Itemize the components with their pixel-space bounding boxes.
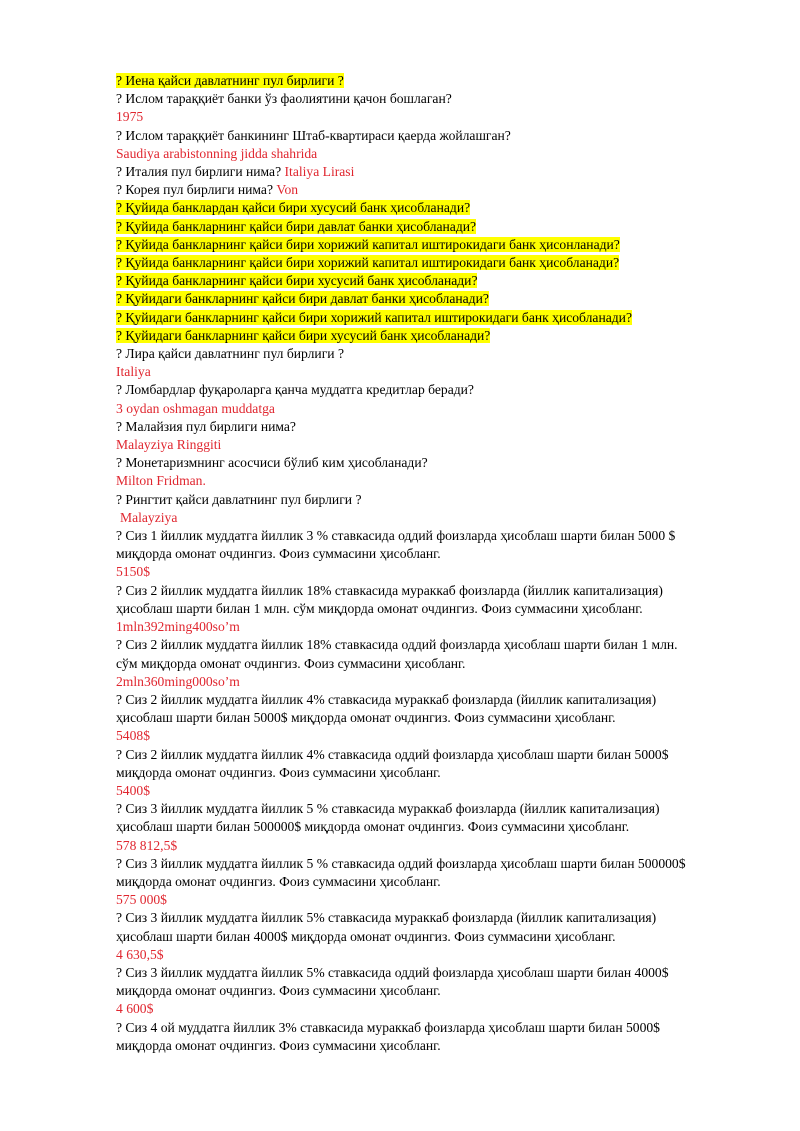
question-highlighted: ? Қуйидаги банкларнинг қайси бири давлат банки ҳисобланади? (116, 291, 489, 307)
question-line-cont: миқдорда омонат очдингиз. Фоиз суммасини ҳисобланг. (116, 983, 441, 999)
question-text: ? Италия пул бирлиги нима? (116, 164, 282, 180)
question-highlighted: ? Қуйида банкларнинг қайси бири хорижий капитал иштирокидаги банк ҳисобланади? (116, 255, 620, 271)
answer-line: 5150$ (116, 564, 150, 580)
question-line (116, 327, 756, 345)
question-line: ? Монетаризмнинг асосчиси бўлиб ким ҳисобланади? (116, 455, 428, 471)
question-line-cont: ҳисоблаш шарти билан 1 млн. сўм миқдорда омонат очдингиз. Фоиз суммасини ҳисобланг. (116, 600, 643, 616)
answer-line: 5400$ (116, 782, 150, 798)
question-highlighted: ? Қуйидаги банкларнинг қайси бири хорижий капитал иштирокидаги банк ҳисобланади? (116, 309, 632, 325)
question-line (116, 218, 756, 236)
answer-line: 578 812,5$ (116, 837, 178, 853)
question-line: ? Сиз 2 йиллик муддатга йиллик 4% ставкасида оддий фоизларда ҳисоблаш шарти билан 5000$ (116, 746, 669, 762)
question-line-cont: миқдорда омонат очдингиз. Фоиз суммасини ҳисобланг. (116, 1037, 441, 1053)
question-line: ? Ломбардлар фуқароларга қанча муддатга кредитлар беради? (116, 382, 474, 398)
question-line-cont: ҳисоблаш шарти билан 500000$ миқдорда омонат очдингиз. Фоиз суммасини ҳисобланг. (116, 819, 630, 835)
question-line: ? Ислом тараққиёт банки ўз фаолиятини қачон бошлаган? (116, 91, 452, 107)
question-line: ? Малайзия пул бирлиги нима? (116, 418, 296, 434)
question-line: ? Сиз 2 йиллик муддатга йиллик 18% ставкасида мураккаб фоизларда (йиллик капитализация) (116, 582, 663, 598)
question-line: ? Сиз 4 ой муддатга йиллик 3% ставкасида мураккаб фоизларда ҳисоблаш шарти билан 5000$ (116, 1019, 660, 1035)
question-line-cont: миқдорда омонат очдингиз. Фоиз суммасини ҳисобланг. (116, 873, 441, 889)
question-line (116, 181, 756, 199)
question-line: ? Сиз 3 йиллик муддатга йиллик 5% ставкасида оддий фоизларда ҳисоблаш шарти билан 4000$ (116, 964, 669, 980)
question-highlighted: ? Қуйида банкларнинг қайси бири давлат банки ҳисобланади? (116, 218, 477, 234)
answer-line: 575 000$ (116, 892, 167, 908)
question-line (116, 72, 756, 90)
question-highlighted: ? Қуйида банкларнинг қайси бири хусусий банк ҳисобланади? (116, 273, 478, 289)
question-line: ? Сиз 3 йиллик муддатга йиллик 5 % ставкасида оддий фоизларда ҳисоблаш шарти билан 500000$ (116, 855, 686, 871)
question-line (116, 272, 756, 290)
question-line-cont: сўм миқдорда омонат очдингиз. Фоиз суммасини ҳисобланг. (116, 655, 466, 671)
question-line-cont: ҳисоблаш шарти билан 5000$ миқдорда омонат очдингиз. Фоиз суммасини ҳисобланг. (116, 710, 616, 726)
answer-line: 4 630,5$ (116, 946, 164, 962)
question-line (116, 199, 756, 217)
question-line (116, 236, 756, 254)
question-line: ? Сиз 2 йиллик муддатга йиллик 18% ставкасида оддий фоизларда ҳисоблаш шарти билан 1 млн. (116, 637, 678, 653)
question-text: ? Корея пул бирлиги нима? (116, 182, 273, 198)
answer-line: Milton Fridman. (116, 473, 206, 489)
question-line (116, 309, 756, 327)
question-line-cont: ҳисоблаш шарти билан 4000$ миқдорда омонат очдингиз. Фоиз суммасини ҳисобланг. (116, 928, 616, 944)
answer-line: 1mln392ming400so’m (116, 619, 240, 635)
question-line: ? Рингтит қайси давлатнинг пул бирлиги ? (116, 491, 362, 507)
answer-line: 3 oydan oshmagan muddatga (116, 400, 275, 416)
question-line: ? Сиз 3 йиллик муддатга йиллик 5 % ставкасида мураккаб фоизларда (йиллик капитализация) (116, 801, 660, 817)
question-line: ? Сиз 2 йиллик муддатга йиллик 4% ставкасида мураккаб фоизларда (йиллик капитализация) (116, 691, 657, 707)
question-highlighted: ? Қуйида банклардан қайси бири хусусий банк ҳисобланади? (116, 200, 471, 216)
answer-line: Malayziya Ringgiti (116, 437, 222, 453)
answer-line: 2mln360ming000so’m (116, 673, 240, 689)
answer-line: Saudiya arabistonning jidda shahrida (116, 145, 318, 161)
question-highlighted: ? Қуйида банкларнинг қайси бири хорижий капитал иштирокидаги банк ҳисонланади? (116, 236, 620, 252)
question-line: ? Ислом тараққиёт банкининг Штаб-квартираси қаерда жойлашган? (116, 127, 511, 143)
document-page (116, 72, 756, 1055)
question-line (116, 163, 756, 181)
answer-line: 1975 (116, 109, 144, 125)
answer-line: 4 600$ (116, 1001, 154, 1017)
inline-answer: Italiya Lirasi (284, 164, 355, 180)
inline-answer: Von (276, 182, 299, 198)
question-line-cont: миқдорда омонат очдингиз. Фоиз суммасини ҳисобланг. (116, 764, 441, 780)
question-highlighted: ? Иена қайси давлатнинг пул бирлиги ? (116, 73, 344, 88)
question-line: ? Сиз 3 йиллик муддатга йиллик 5% ставкасида мураккаб фоизларда (йиллик капитализация) (116, 910, 657, 926)
question-highlighted: ? Қуйидаги банкларнинг қайси бири хусусий банк ҳисобланади? (116, 327, 491, 343)
answer-line: Italiya (116, 364, 151, 380)
question-line (116, 290, 756, 308)
answer-line: Malayziya (120, 509, 178, 525)
question-line (116, 254, 756, 272)
question-line-cont: миқдорда омонат очдингиз. Фоиз суммасини ҳисобланг. (116, 546, 441, 562)
answer-line: 5408$ (116, 728, 150, 744)
question-line: ? Сиз 1 йиллик муддатга йиллик 3 % ставкасида оддий фоизларда ҳисоблаш шарти билан 5000 $ (116, 528, 676, 544)
question-line: ? Лира қайси давлатнинг пул бирлиги ? (116, 346, 344, 362)
